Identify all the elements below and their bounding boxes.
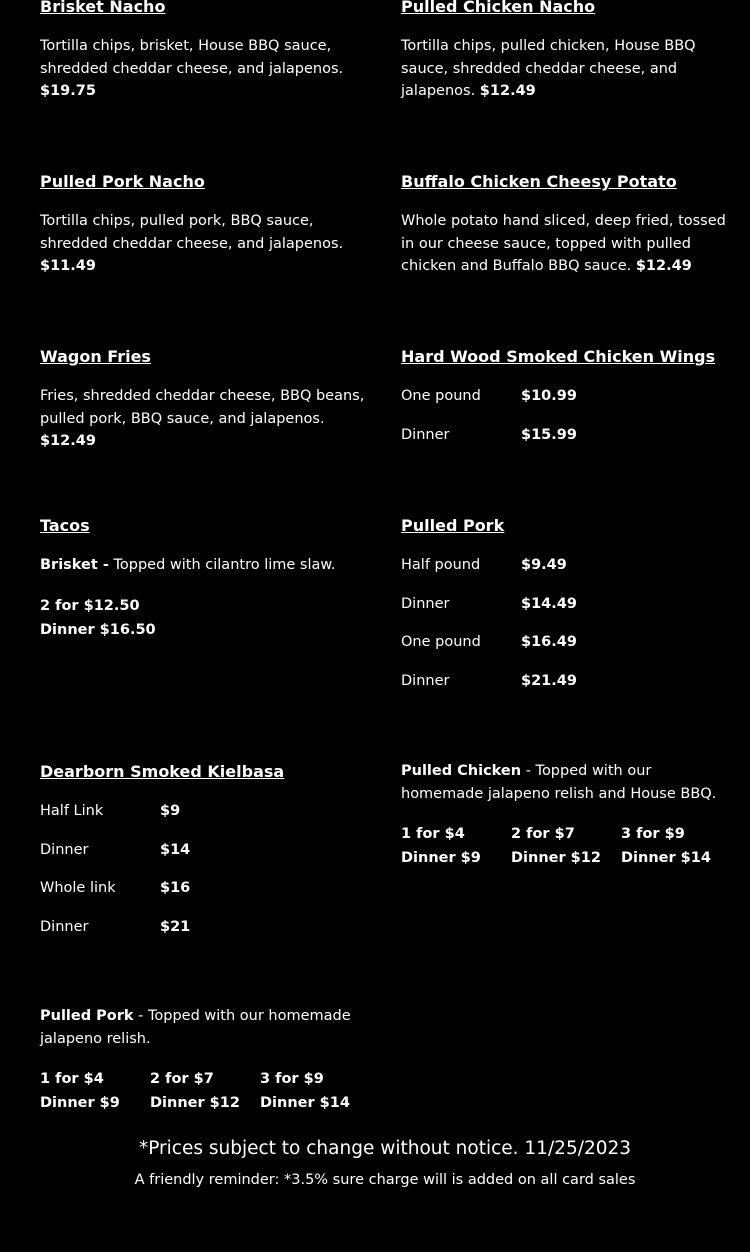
price-row	[40, 877, 370, 899]
portion-label: One pound	[401, 388, 481, 404]
item-price: $12.49	[635, 258, 692, 274]
combo-prices	[40, 1067, 370, 1115]
item-title: Pulled Chicken	[401, 763, 522, 779]
menu-item-smoked-chicken-wings	[401, 346, 731, 446]
item-description: Tortilla chips, pulled chicken, House BBQ sauce, shredded cheddar cheese, and jalapenos. $12.49	[401, 38, 696, 99]
menu-item-pulled-pork-nacho	[40, 171, 370, 278]
combo-option: 2 for $7 Dinner $12	[150, 1071, 240, 1111]
price-row	[401, 424, 731, 446]
price-row	[401, 631, 731, 653]
item-description: Whole potato hand sliced, deep fried, tossed in our cheese sauce, topped with pulled chicken and Buffalo BBQ sauce. $12.49	[401, 213, 726, 274]
price-list	[401, 554, 731, 692]
price-row	[401, 593, 731, 615]
portion-label: Whole link	[40, 880, 116, 897]
portion-price: $21	[160, 919, 191, 936]
item-description: Pulled Pork - Topped with our homemade jalapeno relish.	[40, 1008, 351, 1047]
menu-item-smoked-kielbasa	[40, 761, 370, 938]
item-title: Brisket Nacho	[40, 0, 166, 16]
combo-option: 3 for $9 Dinner $14	[621, 826, 711, 866]
portion-price: $15.99	[521, 426, 577, 443]
item-price: $11.49	[40, 258, 96, 274]
portion-price: $9	[160, 803, 181, 819]
portion-label: One pound	[401, 634, 481, 651]
price-row	[401, 670, 731, 692]
menu-item-pulled-pork-relish	[40, 1005, 370, 1115]
item-description: Pulled Chicken - Topped with our homemade jalapeno relish and House BBQ.	[401, 763, 717, 802]
menu-item-pulled-chicken	[401, 760, 731, 870]
portion-price: $10.99	[521, 388, 577, 404]
combo-option: 1 for $4 Dinner $9	[401, 826, 481, 866]
combo-prices	[401, 822, 731, 870]
taco-dinner-line: Dinner $16.50	[40, 621, 156, 638]
price-row	[40, 916, 370, 938]
price-list	[401, 385, 731, 446]
portion-price: $16	[160, 880, 191, 897]
item-description: Brisket - Topped with cilantro lime slaw.	[40, 557, 336, 573]
item-title: Wagon Fries	[40, 347, 151, 366]
item-description: Fries, shredded cheddar cheese, BBQ beans, pulled pork, BBQ sauce, and jalapenos. $12.49	[40, 388, 365, 449]
portion-price: $14.49	[521, 595, 577, 612]
menu-item-brisket-nacho	[40, 0, 370, 103]
portion-price: $9.49	[521, 557, 567, 573]
item-price: $12.49	[40, 433, 96, 449]
item-price: $12.49	[479, 83, 536, 99]
price-row	[401, 385, 731, 407]
combo-option: 1 for $4 Dinner $9	[40, 1071, 120, 1111]
combo-option: 3 for $9 Dinner $14	[260, 1071, 350, 1111]
item-price: $19.75	[40, 83, 96, 99]
portion-label: Dinner	[40, 919, 89, 936]
portion-label: Half pound	[401, 557, 481, 573]
price-list	[40, 800, 370, 938]
portion-price: $21.49	[521, 673, 577, 690]
portion-label: Dinner	[401, 426, 450, 443]
menu-item-tacos	[40, 515, 370, 642]
menu-item-pulled-chicken-nacho	[401, 0, 731, 103]
item-description: Tortilla chips, brisket, House BBQ sauce, shredded cheddar cheese, and jalapenos. $19.75	[40, 38, 344, 99]
item-title: Pulled Pork	[40, 1008, 134, 1024]
item-title: Tacos	[40, 516, 90, 535]
item-description: Tortilla chips, pulled pork, BBQ sauce, shredded cheddar cheese, and jalapenos. $11.49	[40, 213, 344, 274]
price-row	[40, 800, 370, 822]
menu-item-wagon-fries	[40, 346, 370, 453]
portion-price: $16.49	[521, 634, 577, 651]
taco-price-line: 2 for $12.50	[40, 597, 140, 614]
price-row	[40, 839, 370, 861]
item-title: Dearborn Smoked Kielbasa	[40, 762, 285, 781]
item-title: Hard Wood Smoked Chicken Wings	[401, 347, 716, 366]
menu-item-pulled-pork	[401, 515, 731, 692]
portion-label: Dinner	[401, 673, 450, 690]
item-title: Pulled Chicken Nacho	[401, 0, 596, 16]
menu-item-buffalo-chicken-cheesy-potato	[401, 171, 731, 278]
portion-label: Dinner	[401, 595, 450, 612]
portion-label: Half Link	[40, 803, 104, 819]
taco-prices	[40, 594, 370, 642]
item-title: Pulled Pork	[401, 516, 505, 535]
combo-option: 2 for $7 Dinner $12	[511, 826, 601, 866]
item-title: Pulled Pork Nacho	[40, 172, 205, 191]
price-change-notice: *Prices subject to change without notice. 11/25/2023	[138, 1138, 632, 1159]
price-row	[401, 554, 731, 576]
portion-price: $14	[160, 841, 191, 858]
portion-label: Dinner	[40, 841, 89, 858]
card-surcharge-reminder: A friendly reminder: *3.5% sure charge will is added on all card sales	[134, 1172, 636, 1188]
item-title: Buffalo Chicken Cheesy Potato	[401, 172, 677, 191]
